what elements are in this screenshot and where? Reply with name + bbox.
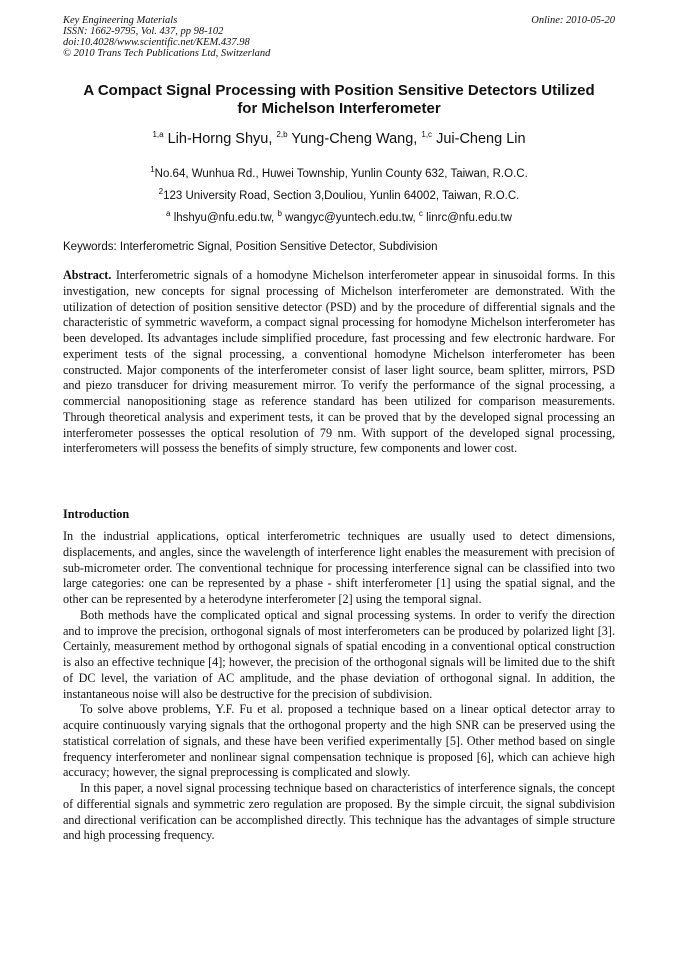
email-3-sup: c (418, 209, 423, 219)
author-3-sup: 1,c (421, 130, 433, 140)
affiliation-2-sup: 2 (158, 187, 164, 197)
affiliation-2 (60, 189, 618, 203)
email-1: lhshyu@nfu.edu.tw, (173, 212, 275, 224)
affiliation-1-sup: 1 (150, 165, 155, 175)
affiliation-1 (60, 167, 618, 181)
email-2: wangyc@yuntech.edu.tw, (285, 212, 416, 224)
intro-paragraph-1: In the industrial applications, optical interferometric techniques are usually used to detect dimensions, displacements, and angles, since the wavelength of interference light enables the measurement with precision of sub-micrometer order. The conventional technique for processing interference signal can be classified into two large categories: one can be represented by a phase - shift interferometer [1] using the spatial signal, and the other can be represented by a heterodyne interferometer [2] using the temporal signal. (63, 529, 615, 606)
email-1-sup: a (166, 209, 171, 219)
title-line-1: A Compact Signal Processing with Position Sensitive Detectors Utilized (83, 82, 595, 99)
affiliation-2-text: 123 University Road, Section 3,Douliou, Yunlin 64002, Taiwan, R.O.C. (163, 190, 520, 202)
author-2-sup: 2,b (276, 130, 288, 140)
abstract-label: Abstract. (63, 268, 112, 282)
section-heading-introduction: Introduction (63, 507, 130, 521)
author-list (60, 130, 618, 148)
affiliation-1-text: No.64, Wunhua Rd., Huwei Township, Yunlin County 632, Taiwan, R.O.C. (154, 168, 528, 180)
title-line-2: for Michelson Interferometer (237, 100, 441, 117)
abstract (63, 268, 615, 457)
paper-title (60, 82, 618, 118)
author-1-name: Lih-Horng Shyu, (167, 131, 273, 147)
email-list (60, 211, 618, 225)
keywords-line: Keywords: Interferometric Signal, Position Sensitive Detector, Subdivision (63, 241, 438, 253)
journal-name: Key Engineering Materials (63, 15, 178, 26)
online-date: Online: 2010-05-20 (531, 15, 615, 26)
intro-paragraph-3: To solve above problems, Y.F. Fu et al. proposed a technique based on a linear optical detector array to acquire continuously varying signals that the orthogonal property and the high SNR can be preserved using the statistical correlation of signals, and these have been verified experimentally [5]. Other method based on single frequency interferometer and nonlinear signal compensation technique is proposed [6], which can achieve high accuracy; however, the signal preprocessing is complicated and slowly. (63, 702, 615, 780)
introduction-body (63, 529, 615, 844)
author-3-name: Jui-Cheng Lin (436, 131, 526, 147)
intro-paragraph-2: Both methods have the complicated optical and signal processing systems. In order to verify the direction and to improve the precision, orthogonal signals of most interferometers can be produced by polarized light [3]. Certainly, measurement method by orthogonal signals of spatial encoding in a conventional optical construction is also an effective technique [4]; however, the precision of the orthogonal signals will be limited due to the shift of DC level, the variation of AC amplitude, and the phase deviation of orthogonal signal. In addition, the instantaneous noise will also be destructive for the precision of subdivision. (63, 607, 615, 701)
author-2-name: Yung-Cheng Wang, (291, 131, 418, 147)
issn-line: ISSN: 1662-9795, Vol. 437, pp 98-102 (63, 26, 224, 37)
intro-paragraph-4: In this paper, a novel signal processing technique based on characteristics of interference signals, the concept of differential signals and symmetric zero regulation are proposed. By the simple circuit, the signal subdivision and directional verification can be accomplished directly. This technique has the advantages of simple structure and high processing frequency. (63, 781, 615, 843)
email-2-sup: b (277, 209, 282, 219)
author-1-sup: 1,a (152, 130, 164, 140)
journal-header (63, 15, 270, 59)
abstract-text: Interferometric signals of a homodyne Michelson interferometer appear in sinusoidal forms. In this investigation, new concepts for signal processing of Michelson interferometer are demonstrated. With the utilization of detection of position sensitive detector (PSD) and by the procedure of differential signals and the characteristic of symmetric waveform, a compact signal processing for homodyne Michelson interferometer has been developed. Its advantages include simplified procedure, fast processing and few electronic hardware. For experiment tests of the signal processing, a conventional homodyne Michelson interferometer has been constructed. Major components of the interferometer consist of laser light source, beam splitter, mirrors, PSD and piezo transducer for driving measurement mirror. To verify the performance of the signal processing, a commercial nanopositioning stage as reference standard has been utilized for comparison measurements. Through theoretical analysis and experiment tests, it can be proved that by the developed signal processing an interferometer possesses the optical resolution of 79 nm. With support of the developed signal processing, interferometers will possess the benefits of simply structure, few components and lower cost. (63, 268, 615, 456)
email-3: linrc@nfu.edu.tw (426, 212, 512, 224)
doi-line: doi:10.4028/www.scientific.net/KEM.437.98 (63, 37, 250, 48)
copyright-line: © 2010 Trans Tech Publications Ltd, Switzerland (63, 48, 271, 59)
